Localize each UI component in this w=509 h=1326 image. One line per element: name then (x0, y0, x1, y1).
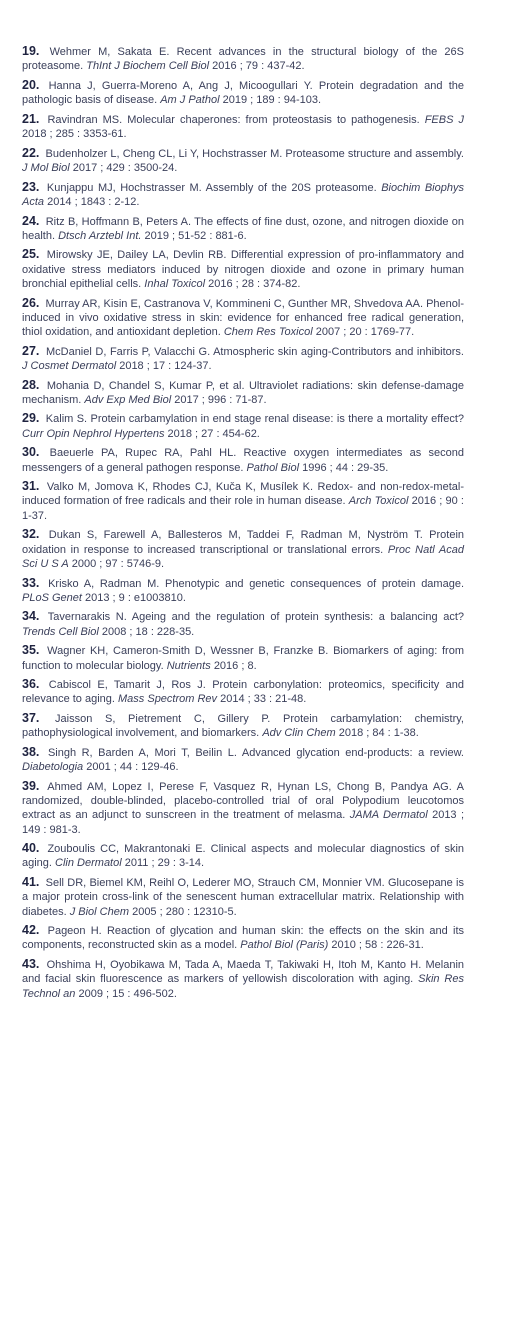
reference-text: Tavernarakis N. Ageing and the regulation of protein synthesis: a balancing act? (47, 611, 464, 624)
reference-text: Ravindran MS. Molecular chaperones: from proteostasis to pathogenesis. (47, 113, 420, 126)
reference-item (22, 643, 464, 672)
reference-citation: 2010 ; 58 : 226-31. (331, 939, 424, 952)
reference-number: 26. (22, 295, 40, 310)
reference-text: Valko M, Jomova K, Rhodes CJ, Kuča K, Musílek K. Redox- and non-redox-metal-induced formation of free radicals and their role in human disease. (22, 481, 464, 508)
reference-text: Dukan S, Farewell A, Ballesteros M, Taddei F, Radman M, Nyström T. Protein oxidation in response to increased transcriptional or translational errors. (22, 529, 465, 556)
reference-citation: 2001 ; 44 : 129-46. (86, 761, 179, 774)
reference-text: Murray AR, Kisin E, Castranova V, Kommineni C, Gunther MR, Shvedova AA. Phenol-induced in vivo oxidative stress in skin: evidence for enhanced free radical generation, thiol oxidation, and antioxidant depletion. (22, 297, 464, 338)
reference-journal: Pathol Biol (246, 461, 300, 474)
reference-citation: 2005 ; 280 : 12310-5. (132, 905, 237, 918)
reference-item (22, 745, 464, 774)
reference-citation: 2008 ; 18 : 228-35. (101, 625, 195, 638)
reference-journal: Biochim Biophys Acta (22, 181, 464, 208)
reference-item (22, 112, 464, 141)
reference-item (22, 527, 464, 571)
reference-journal: J Mol Biol (22, 161, 70, 174)
reference-number: 38. (22, 745, 40, 760)
reference-text: Mirowsky JE, Dailey LA, Devlin RB. Differential expression of pro-inflammatory and oxidative stress mediators induced by nitrogen dioxide and ozone in primary human bronchial epithelial cells. (22, 249, 464, 290)
reference-item (22, 344, 464, 373)
reference-citation: 2000 ; 97 : 5746-9. (71, 557, 165, 570)
reference-citation: 2009 ; 15 : 496-502. (78, 987, 177, 1000)
reference-journal: Diabetologia (22, 761, 84, 774)
reference-item (22, 445, 464, 474)
reference-list (22, 44, 464, 1005)
reference-item (22, 957, 464, 1001)
reference-text: Wehmer M, Sakata E. Recent advances in the structural biology of the 26S proteasome. (22, 46, 465, 73)
reference-journal: J Biol Chem (69, 905, 130, 918)
reference-number: 28. (22, 377, 40, 392)
reference-item (22, 411, 464, 440)
reference-citation: 2013 ; 9 : e1003810. (85, 591, 186, 604)
reference-item (22, 609, 464, 638)
reference-journal: Mass Spectrom Rev (118, 693, 218, 706)
reference-journal: Inhal Toxicol (144, 277, 206, 290)
reference-number: 41. (22, 875, 40, 890)
reference-journal: PLoS Genet (22, 591, 82, 604)
reference-citation: 2011 ; 29 : 3-14. (124, 857, 205, 870)
reference-journal: ThInt J Biochem Cell Biol (86, 60, 210, 73)
reference-citation: 2014 ; 33 : 21-48. (220, 693, 307, 706)
reference-citation: 2017 ; 996 : 71-87. (174, 393, 267, 406)
reference-item (22, 214, 464, 243)
reference-number: 27. (22, 343, 40, 358)
reference-text: Hanna J, Guerra-Moreno A, Ang J, Micoogullari Y. Protein degradation and the pathologic basis of disease. (22, 79, 464, 107)
reference-number: 39. (22, 778, 40, 793)
reference-number: 37. (22, 711, 40, 726)
reference-item (22, 479, 464, 523)
reference-number: 34. (22, 609, 40, 624)
reference-journal: Arch Toxicol (348, 495, 409, 508)
reference-journal: Trends Cell Biol (22, 625, 99, 638)
reference-citation: 2014 ; 1843 : 2-12. (47, 195, 140, 208)
reference-number: 36. (22, 677, 40, 692)
reference-citation: 1996 ; 44 : 29-35. (302, 461, 389, 474)
reference-journal: Proc Natl Acad Sci U S A (22, 543, 465, 570)
reference-citation: 2018 ; 84 : 1-38. (338, 727, 419, 740)
reference-text: Baeuerle PA, Rupec RA, Pahl HL. Reactive oxygen intermediates as second messengers of a general pathogen response. (22, 447, 464, 474)
reference-text: Ohshima H, Oyobikawa M, Tada A, Maeda T, Takiwaki H, Itoh M, Kanto H. Melanin and facial skin fluorescence as markers of yellowish discoloration with aging. (22, 959, 464, 986)
reference-text: Krisko A, Radman M. Phenotypic and genetic consequences of protein damage. (48, 577, 464, 590)
reference-number: 23. (22, 179, 40, 194)
reference-text: Jaisson S, Pietrement C, Gillery P. Protein carbamylation: chemistry, pathophysiological involvement, and biomarkers. (22, 713, 464, 740)
reference-citation: 2018 ; 27 : 454-62. (167, 427, 260, 440)
reference-item (22, 576, 464, 605)
reference-text: Kalim S. Protein carbamylation in end stage renal disease: is there a mortality effect? (45, 413, 464, 426)
reference-journal: Curr Opin Nephrol Hypertens (22, 427, 165, 440)
reference-journal: Chem Res Toxicol (223, 325, 313, 338)
reference-citation: 2019 ; 189 : 94-103. (222, 94, 322, 107)
reference-text: Ritz B, Hoffmann B, Peters A. The effects of fine dust, ozone, and nitrogen dioxide on health. (22, 215, 464, 242)
reference-number: 24. (22, 213, 40, 228)
reference-number: 30. (22, 445, 40, 460)
reference-text: Kunjappu MJ, Hochstrasser M. Assembly of the 20S proteasome. (46, 181, 377, 194)
reference-journal: JAMA Dermatol (349, 809, 428, 822)
reference-number: 25. (22, 247, 40, 262)
reference-number: 20. (22, 77, 40, 92)
reference-number: 32. (22, 527, 40, 542)
reference-item (22, 78, 464, 107)
reference-item (22, 923, 464, 952)
reference-number: 40. (22, 841, 40, 856)
reference-number: 33. (22, 575, 40, 590)
reference-citation: 2013 ; 149 : 981-3. (22, 809, 464, 836)
reference-citation: 2017 ; 429 : 3500-24. (72, 161, 178, 174)
reference-item (22, 180, 464, 209)
reference-item (22, 146, 464, 175)
reference-journal: Adv Clin Chem (262, 727, 336, 740)
reference-item (22, 841, 464, 870)
reference-text: Sell DR, Biemel KM, Reihl O, Lederer MO, Strauch CM, Monnier VM. Glucosepane is a major protein cross-link of the senescent human extracellular matrix. Relationship with diabetes. (22, 877, 464, 918)
reference-citation: 2016 ; 8. (213, 659, 257, 672)
reference-citation: 2018 ; 17 : 124-37. (119, 359, 212, 372)
reference-item (22, 677, 464, 706)
reference-text: Mohania D, Chandel S, Kumar P, et al. Ultraviolet radiations: skin defense-damage mechanism. (22, 379, 465, 406)
reference-citation: 2016 ; 90 : 1-37. (22, 495, 464, 522)
reference-text: Cabiscol E, Tamarit J, Ros J. Protein carbonylation: proteomics, specificity and relevance to aging. (22, 679, 464, 706)
reference-number: 31. (22, 479, 40, 494)
reference-text: Wagner KH, Cameron-Smith D, Wessner B, Franzke B. Biomarkers of aging: from function to molecular biology. (22, 645, 465, 672)
reference-text: Zouboulis CC, Makrantonaki E. Clinical aspects and molecular diagnostics of skin aging. (22, 843, 465, 870)
reference-journal: Am J Pathol (160, 94, 220, 107)
reference-item (22, 875, 464, 919)
reference-journal: Nutrients (166, 659, 211, 672)
reference-number: 29. (22, 411, 40, 426)
reference-citation: 2018 ; 285 : 3353-61. (22, 128, 127, 141)
reference-citation: 2007 ; 20 : 1769-77. (315, 325, 415, 338)
reference-journal: Dtsch Arztebl Int. (58, 229, 142, 242)
reference-item (22, 247, 464, 291)
reference-number: 43. (22, 957, 40, 972)
reference-number: 21. (22, 111, 40, 126)
reference-text: Pageon H. Reaction of glycation and human skin: the effects on the skin and its components, reconstructed skin as a model. (22, 925, 464, 952)
reference-number: 19. (22, 44, 40, 58)
reference-citation: 2016 ; 28 : 374-82. (208, 277, 301, 290)
reference-text: Singh R, Barden A, Mori T, Beilin L. Advanced glycation end-products: a review. (47, 747, 464, 760)
reference-item (22, 296, 464, 340)
reference-text: Budenholzer L, Cheng CL, Li Y, Hochstrasser M. Proteasome structure and assembly. (45, 147, 464, 160)
reference-citation: 2016 ; 79 : 437-42. (212, 60, 305, 73)
reference-journal: J Cosmet Dermatol (22, 359, 117, 372)
reference-text: McDaniel D, Farris P, Valacchi G. Atmospheric skin aging-Contributors and inhibitors. (45, 345, 464, 358)
reference-item (22, 711, 464, 740)
reference-item (22, 378, 464, 407)
reference-text: Ahmed AM, Lopez I, Perese F, Vasquez R, Hynan LS, Chong B, Pandya AG. A randomized, double-blinded, placebo-controlled trial of oral Polypodium leucotomos extract as an adjunct to sunscreen in the treatment of melasma. (22, 780, 464, 822)
reference-journal: Skin Res Technol an (22, 973, 464, 1000)
reference-journal: FEBS J (424, 113, 464, 126)
reference-journal: Adv Exp Med Biol (84, 393, 172, 406)
reference-item (22, 779, 464, 837)
reference-number: 42. (22, 923, 40, 938)
reference-number: 22. (22, 145, 40, 160)
reference-journal: Pathol Biol (Paris) (240, 939, 329, 952)
reference-citation: 2019 ; 51-52 : 881-6. (144, 229, 247, 242)
reference-journal: Clin Dermatol (55, 857, 122, 870)
reference-number: 35. (22, 643, 40, 658)
reference-item (22, 44, 464, 73)
